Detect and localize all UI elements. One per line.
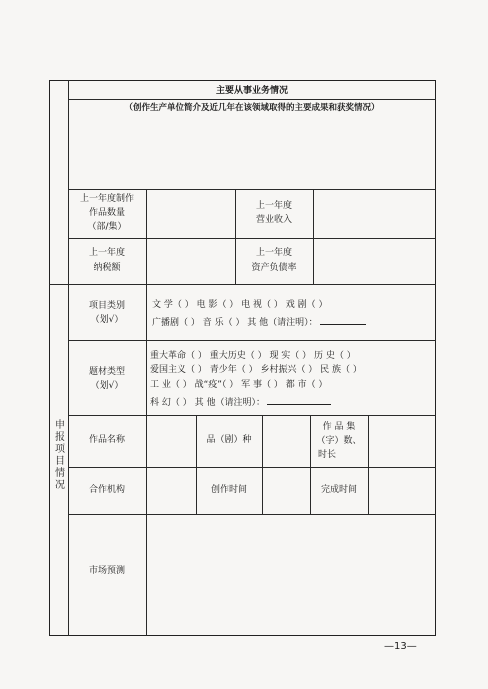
rule [368,415,369,514]
rule [68,238,436,239]
category-label-line2: （划√） [90,315,124,325]
episodes-label-line3: 时长 [318,450,337,460]
rule [68,340,436,341]
rule [68,80,69,636]
category-other-blank[interactable] [320,314,366,325]
theme-options-line2: 爱国主义（ ） 青少年（ ） 乡村振兴（ ） 民 族（ ） [150,365,362,375]
finish-time-label: 完成时间 [320,485,357,495]
category-options-line1: 文 学（ ） 电 影（ ） 电 视（ ） 戏 剧（ ） [152,300,328,310]
revenue-label-line2: 营业收入 [255,215,292,225]
rule [68,514,436,515]
episodes-label-line1: 作 品 集 [322,422,356,432]
output-label-line3: （部/集） [87,222,127,232]
theme-options-line1: 重大革命（ ） 重大历史（ ） 现 实（ ） 历 史（ ） [150,351,356,361]
market-forecast-label: 市场预测 [88,566,125,576]
rule [68,467,436,468]
rule [146,189,147,284]
rule [68,99,436,100]
rule [49,284,436,285]
revenue-label-line1: 上一年度 [255,201,292,211]
genre-label: 品（剧）种 [206,435,252,445]
theme-options-line3: 工 业（ ） 战“疫”（ ） 军 事（ ） 都 市（ ） [150,380,328,390]
rule [196,415,197,514]
page-number: —13— [384,641,417,652]
theme-label-line2: （划√） [90,381,124,391]
tax-label-line2: 纳税额 [93,263,121,273]
rule [146,284,147,636]
output-label-line2: 作品数量 [88,208,125,218]
theme-options-line4: 科 幻（ ） 其 他（请注明）： [150,394,331,410]
start-time-label: 创作时间 [210,485,247,495]
work-name-label: 作品名称 [88,435,125,445]
output-label-line1: 上一年度制作 [79,194,134,204]
tax-label-line1: 上一年度 [88,248,125,258]
episodes-label-line2: （字）数、 [316,436,362,446]
partner-label: 合作机构 [88,485,125,495]
project-side-label: 申报项目情况 [55,420,65,491]
section-subtitle: （创作生产单位简介及近几年在该领域取得的主要成果和获奖情况） [124,103,380,113]
debt-label-line2: 资产负债率 [251,263,297,273]
rule [68,189,436,190]
section-title: 主要从事业务情况 [215,86,288,96]
category-options-line2: 广播剧（ ） 音 乐（ ） 其 他（请注明）： [152,314,366,330]
category-label-line1: 项目类别 [88,301,125,311]
debt-label-line1: 上一年度 [255,248,292,258]
rule [313,189,314,284]
rule [68,415,436,416]
rule [262,415,263,514]
theme-other-blank[interactable] [267,394,331,405]
theme-label-line1: 题材类型 [88,367,125,377]
